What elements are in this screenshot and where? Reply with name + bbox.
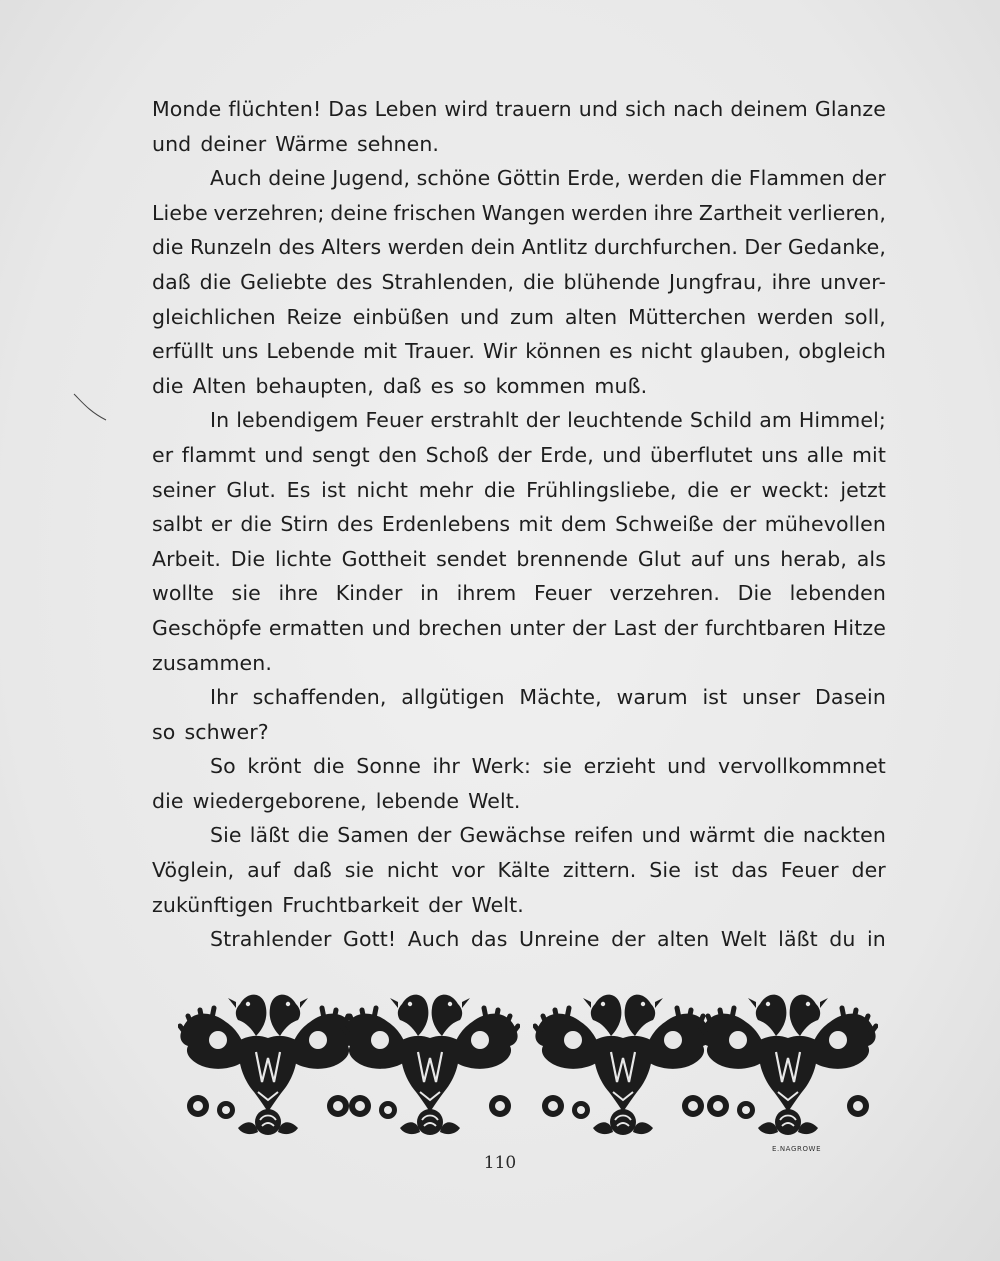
text-line: Vöglein, auf daß sie nicht vor Kälte zittern. Sie ist das Feuer der: [152, 858, 886, 883]
artist-signature: E.NAGROWE: [772, 1145, 822, 1153]
text-line: Sie läßt die Samen der Gewächse reifen und wärmt die nackten: [210, 823, 886, 848]
ornament-motif-2: [340, 982, 520, 1150]
text-line: Auch deine Jugend, schöne Göttin Erde, werden die Flammen der: [210, 166, 886, 191]
text-line: er flammt und sengt den Schoß der Erde, und überflutet uns alle mit: [152, 442, 886, 467]
text-line: daß die Geliebte des Strahlenden, die blühende Jungfrau, ihre unver-: [152, 269, 886, 294]
text-line: die Runzeln des Alters werden dein Antlitz durchfurchen. Der Gedanke,: [152, 235, 886, 260]
text-line: So krönt die Sonne ihr Werk: sie erzieht und vervollkommnet: [210, 754, 886, 779]
text-line: Arbeit. Die lichte Gottheit sendet brennende Glut auf uns herab, als: [152, 546, 886, 571]
text-line: Monde flüchten! Das Leben wird trauern und sich nach deinem Glanze: [152, 97, 886, 121]
text-line: In lebendigem Feuer erstrahlt der leuchtende Schild am Himmel;: [210, 408, 886, 433]
ornament-motif-4: [698, 982, 878, 1150]
text-line: zukünftigen Fruchtbarkeit der Welt.: [152, 892, 524, 917]
ornament-motif-1: [178, 982, 358, 1150]
text-line: seiner Glut. Es ist nicht mehr die Frühlingsliebe, die er weckt: jetzt: [152, 477, 886, 502]
text-line: erfüllt uns Lebende mit Trauer. Wir können es nicht glauben, obgleich: [152, 339, 886, 364]
text-line: Liebe verzehren; deine frischen Wangen werden ihre Zartheit verlieren,: [152, 200, 886, 225]
text-line: so schwer?: [152, 719, 269, 744]
text-line: Geschöpfe ermatten und brechen unter der Last der furchtbaren Hitze: [152, 615, 886, 640]
text-line: salbt er die Stirn des Erdenlebens mit dem Schweiße der mühevollen: [152, 512, 886, 537]
ornament-motif-3: [533, 982, 713, 1150]
text-line: Strahlender Gott! Auch das Unreine der alten Welt läßt du in: [210, 927, 886, 952]
text-line: Ihr schaffenden, allgütigen Mächte, warum ist unser Dasein: [210, 685, 886, 710]
text-line: die wiedergeborene, lebende Welt.: [152, 788, 521, 813]
text-line: zusammen.: [152, 650, 272, 675]
scan-mark: [72, 392, 112, 422]
text-line: wollte sie ihre Kinder in ihrem Feuer verzehren. Die lebenden: [152, 581, 886, 606]
text-line: die Alten behaupten, daß es so kommen muß.: [152, 373, 648, 398]
page-number: 110: [483, 1153, 517, 1173]
body-text: [152, 92, 886, 957]
decorative-ornament-band: [178, 982, 890, 1150]
text-line: gleichlichen Reize einbüßen und zum alten Mütterchen werden soll,: [152, 304, 886, 329]
text-line: und deiner Wärme sehnen.: [152, 131, 440, 156]
